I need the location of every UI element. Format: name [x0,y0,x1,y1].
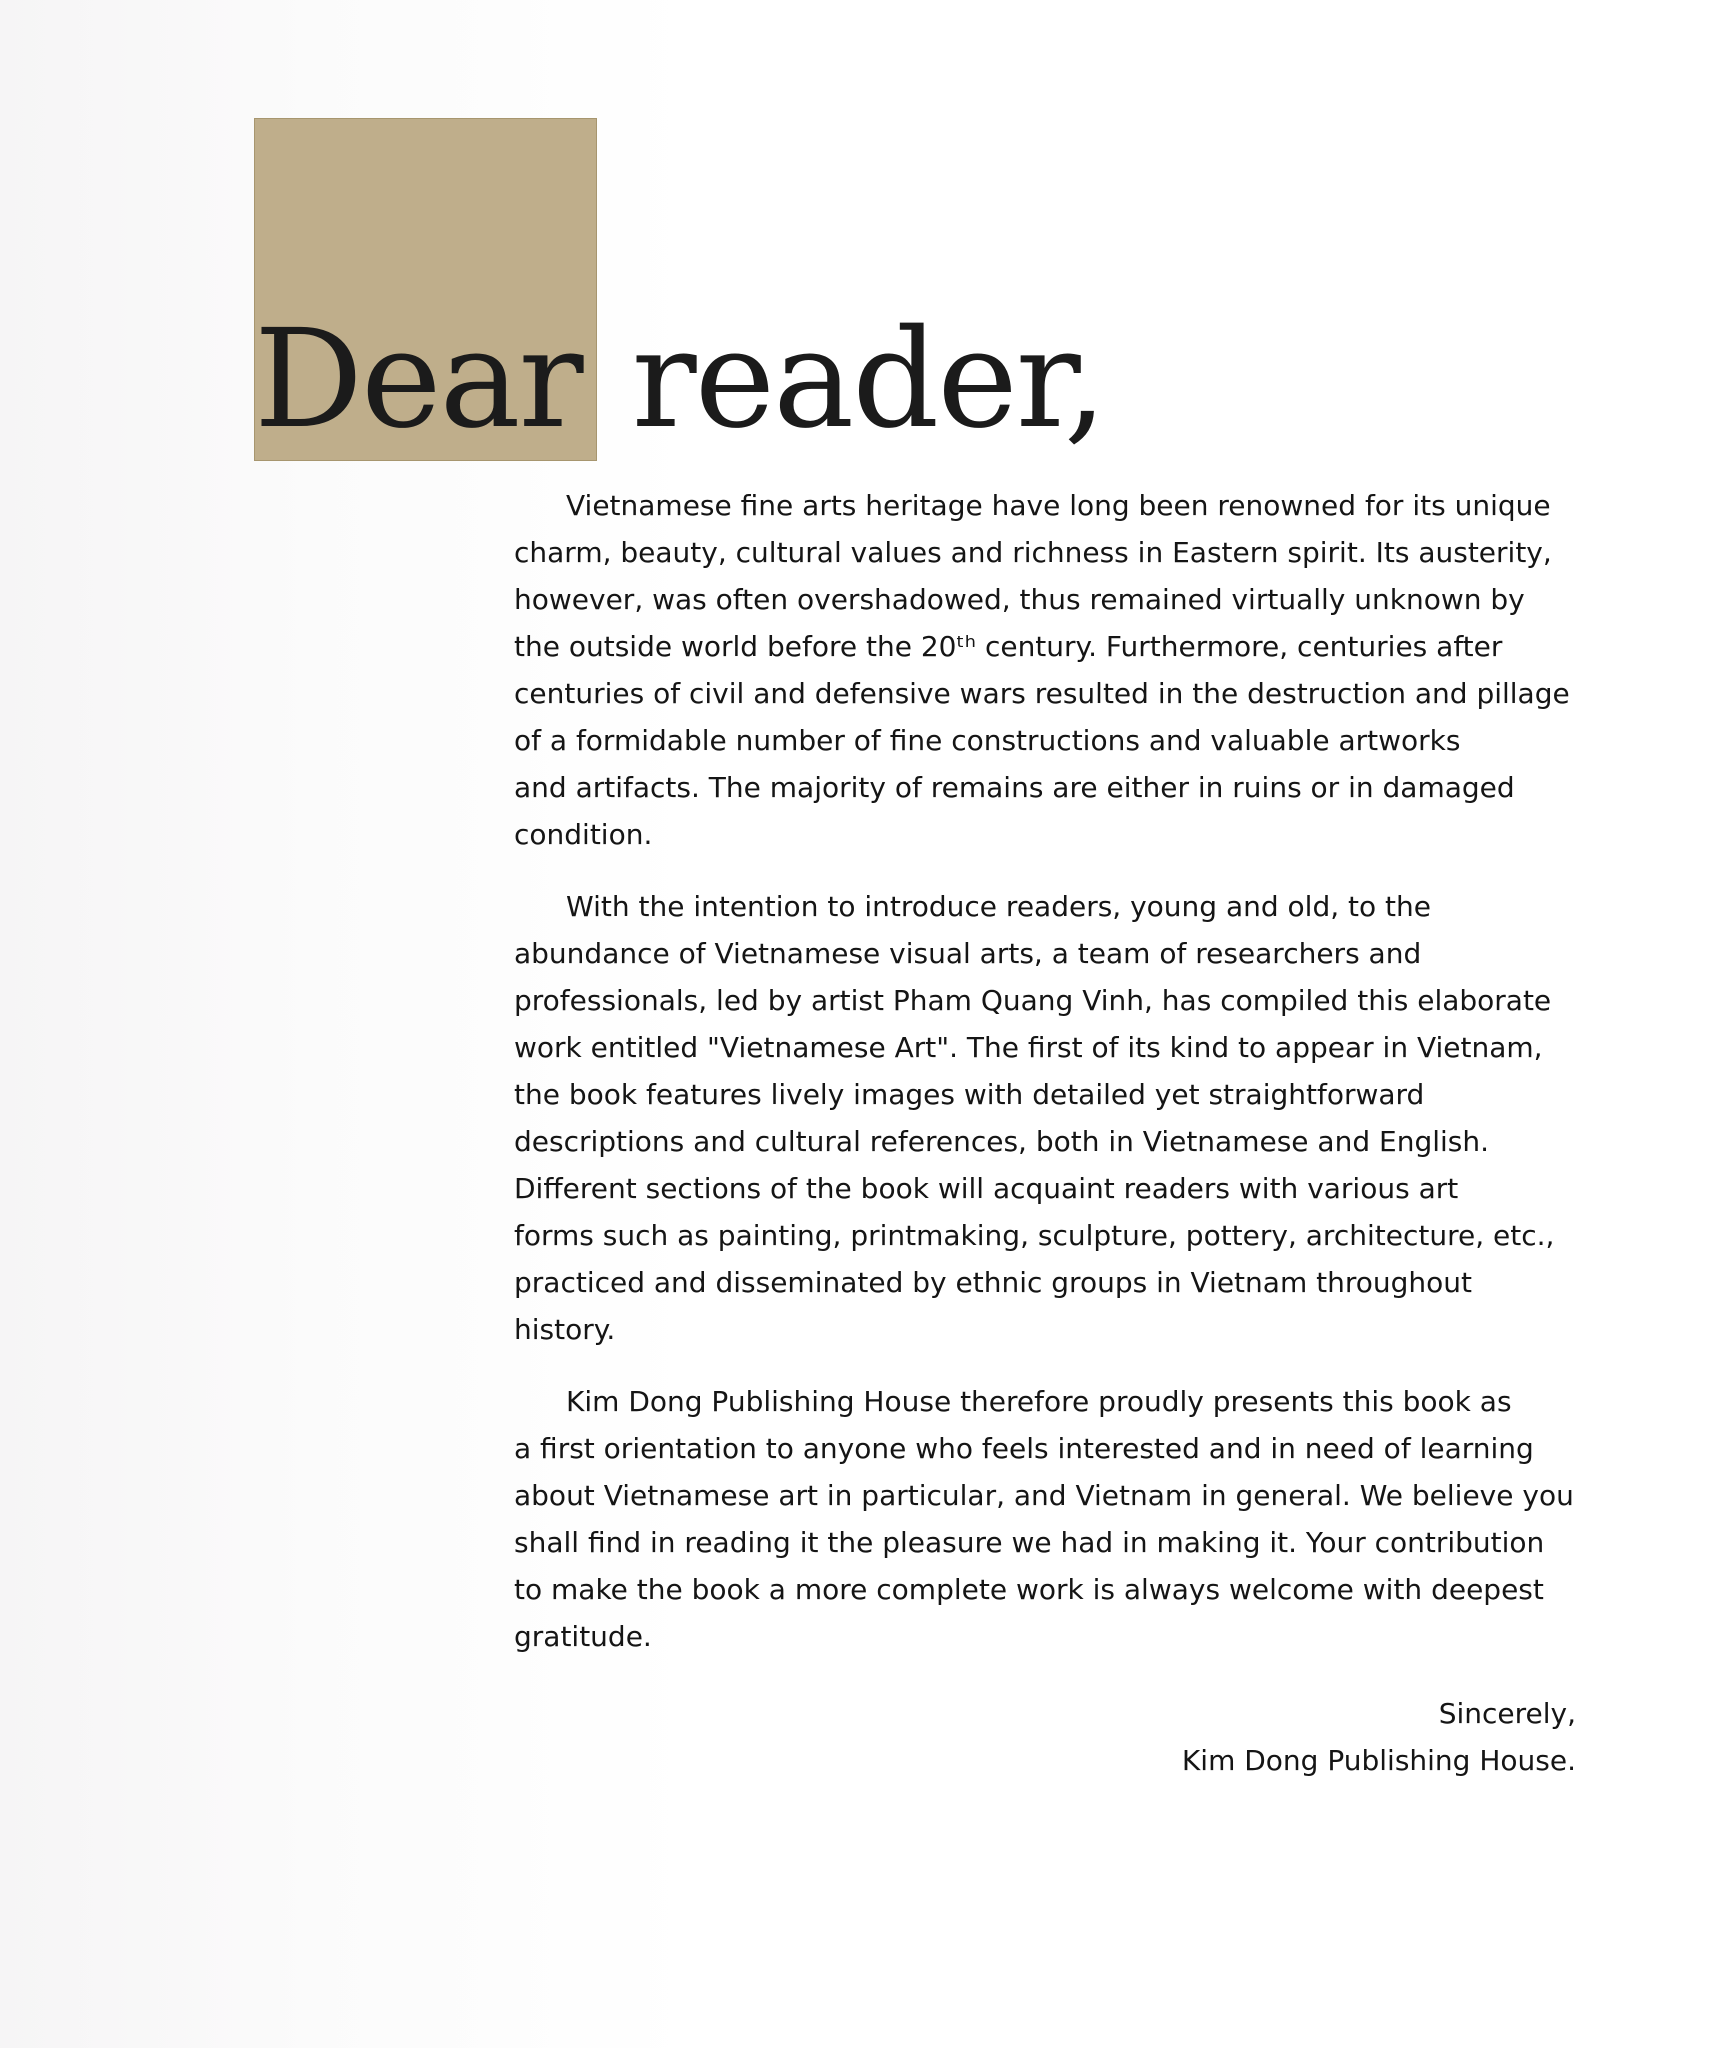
closing-signature: Kim Dong Publishing House. [1181,1744,1576,1777]
paragraph-presentation: Kim Dong Publishing House therefore proudly presents this book as a first orientation to anyone who feels interested and in need of learning about Vietnamese art in particular, and Vietnam in general. We believe you shall find in reading it the pleasure we had in making it. Your contribution to make the book a more complete work is always welcome with deepest gratitude. [514,1385,1574,1653]
letter-signoff [1182,1690,1576,1784]
paragraph-book-intro: With the intention to introduce readers, young and old, to the abundance of Vietnamese visual arts, a team of researchers and professionals, led by artist Pham Quang Vinh, has compiled this elaborate work entitled "Vietnamese Art". The first of its kind to appear in Vietnam, the book features lively images with detailed yet straightforward descriptions and cultural references, both in Vietnamese and English. Different sections of the book will acquaint readers with various art forms such as painting, printmaking, sculpture, pottery, architecture, etc., practiced and disseminated by ethnic groups in Vietnam throughout history. [514,890,1555,1346]
title-word-dear: Dear [254,301,582,459]
paragraph-heritage: Vietnamese fine arts heritage have long been renowned for its unique charm, beauty, cultural values and richness in Eastern spirit. Its austerity, however, was often overshadowed, thus remained virtually unknown by the outside world before the 20ᵗʰ century. Furthermore, centuries after centuries of civil and defensive wars resulted in the destruction and pillage of a formidable number of fine constructions and valuable artworks and artifacts. The majority of remains are either in ruins or in damaged condition. [514,489,1570,851]
letter-body [514,482,1579,1685]
title-word-reader: reader, [631,301,1106,459]
closing-salutation: Sincerely, [1438,1697,1576,1730]
page-title [254,301,1106,459]
